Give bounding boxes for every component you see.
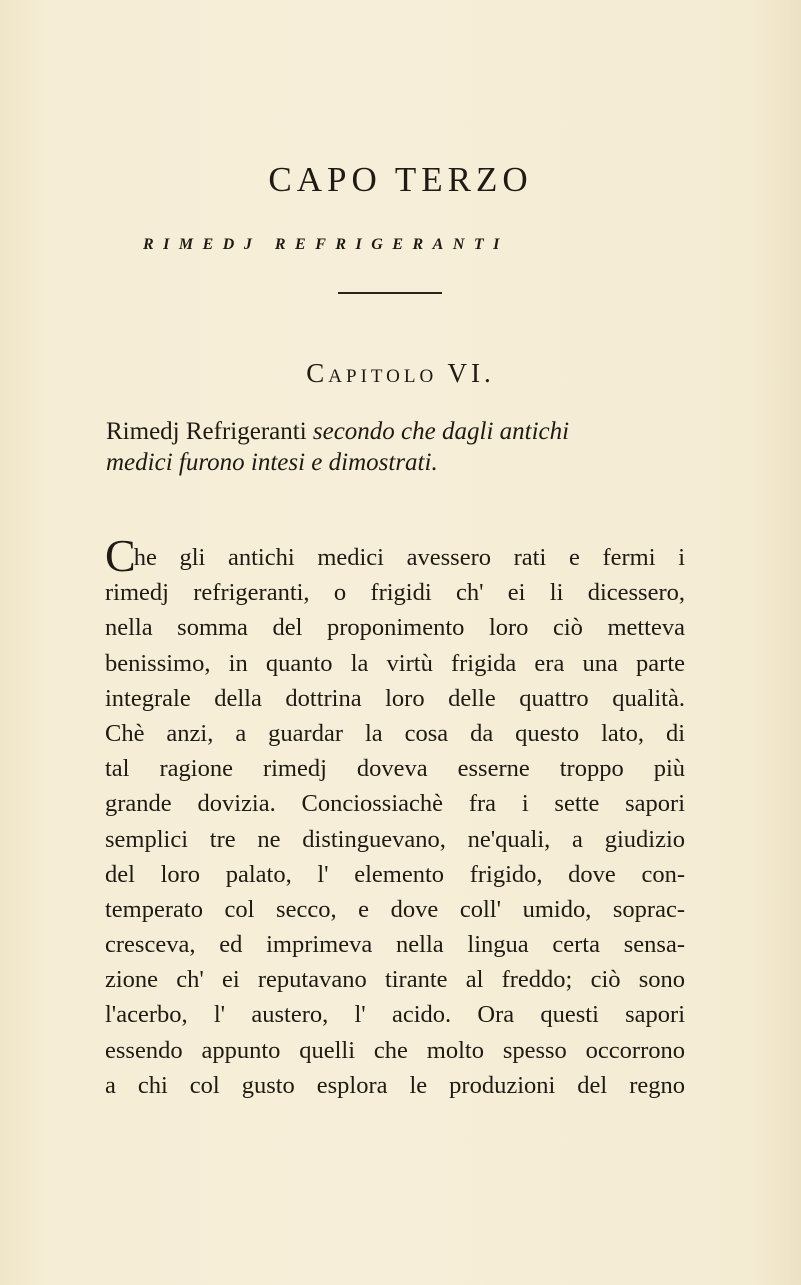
chapter-number: Capitolo VI. — [306, 358, 495, 388]
body-line: cresceva, ed imprimeva nella lingua certa sensa- — [105, 931, 685, 959]
body-line: zione ch' ei reputavano tirante al freddo; ciò sono — [105, 966, 685, 994]
body-line: rimedj refrigeranti, o frigidi ch' ei li dicessero, — [105, 579, 685, 607]
body-line: nella somma del proponimento loro ciò metteva — [105, 614, 685, 642]
chapter-title-plain: Rimedj Refrigeranti — [106, 418, 313, 445]
body-line: benissimo, in quanto la virtù frigida era una parte — [105, 649, 685, 677]
body-line: tal ragione rimedj doveva esserne troppo più — [105, 755, 685, 783]
divider-rule — [338, 292, 442, 294]
drop-cap: C — [105, 530, 136, 581]
body-line: semplici tre ne distinguevano, ne'quali, a giudizio — [105, 825, 685, 853]
body-line: del loro palato, l' elemento frigido, dove con- — [105, 860, 685, 888]
part-heading: CAPO TERZO — [268, 160, 533, 199]
chapter-title-italic-1: secondo che dagli antichi — [312, 418, 570, 445]
body-line: a chi col gusto esplora le produzioni del regno — [105, 1071, 685, 1099]
section-subtitle: RIMEDJ REFRIGERANTI — [143, 236, 509, 253]
body-line: Chè anzi, a guardar la cosa da questo lato, di — [105, 719, 685, 747]
chapter-title-italic-2: medici furono intesi e dimostrati. — [106, 449, 438, 476]
body-text — [105, 530, 685, 1103]
body-line: grande dovizia. Conciossiachè fra i sette sapori — [105, 790, 685, 818]
body-line-text: he gli antichi medici avessero rati e fermi i — [133, 544, 685, 571]
body-line: integrale della dottrina loro delle quattro qualità. — [105, 684, 685, 712]
body-line — [105, 530, 685, 581]
body-line: temperato col secco, e dove coll' umido, soprac- — [105, 895, 685, 923]
chapter-title-line-1 — [106, 416, 706, 447]
body-line: essendo appunto quelli che molto spesso occorrono — [105, 1036, 685, 1064]
chapter-title — [106, 416, 706, 478]
body-line: l'acerbo, l' austero, l' acido. Ora questi sapori — [105, 1001, 685, 1029]
